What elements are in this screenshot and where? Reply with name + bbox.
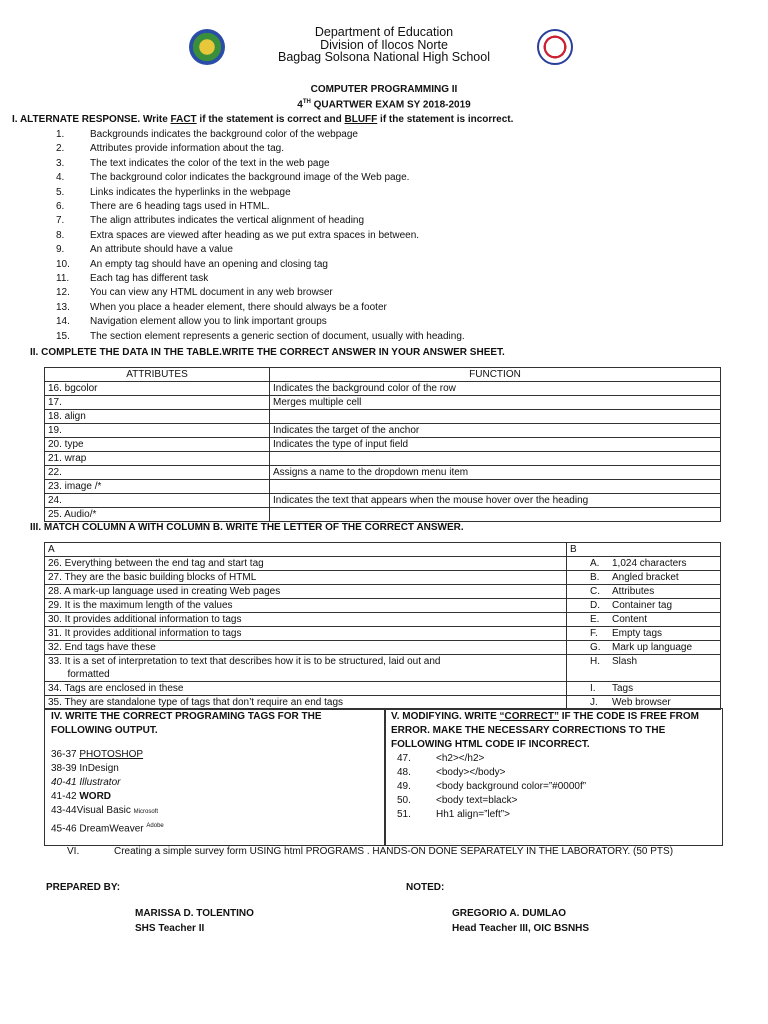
part4-item-38: 38-39 InDesign — [51, 763, 119, 774]
function-cell — [270, 410, 721, 424]
part3-heading: III. MATCH COLUMN A WITH COLUMN B. WRITE THE LETTER OF THE CORRECT ANSWER. — [30, 522, 464, 533]
part5-item — [391, 766, 699, 780]
part5-item-code: <body background color=”#0000f” — [436, 781, 587, 792]
function-cell — [270, 480, 721, 494]
attribute-cell: 17. — [45, 396, 270, 410]
part1-item — [56, 315, 716, 329]
division-name: Division of Ilocos Norte — [320, 37, 448, 52]
attribute-cell: 18. align — [45, 410, 270, 424]
column-a-cell — [45, 585, 567, 599]
attributes-table-row — [45, 438, 721, 452]
noted-name: GREGORIO A. DUMLAO — [452, 908, 567, 919]
attribute-cell: 22. — [45, 466, 270, 480]
column-b-letter: I. — [590, 683, 596, 694]
column-b-letter: J. — [590, 697, 598, 708]
function-cell: Indicates the text that appears when the mouse hover over the heading — [270, 494, 721, 508]
part4-item-43-sub: Microsoft — [133, 809, 158, 815]
part5-item — [391, 808, 699, 822]
part1-item — [56, 186, 716, 200]
column-a-text: 29. It is the maximum length of the values — [48, 600, 233, 611]
part5-correct-word: “CORRECT” — [499, 711, 559, 722]
column-b-cell — [567, 641, 721, 655]
noted-label: NOTED: — [406, 882, 445, 893]
part1-item-number: 9. — [56, 244, 65, 256]
part1-item-number: 5. — [56, 186, 65, 198]
column-a-text: 31. It provides additional information to tags — [48, 628, 242, 639]
column-a-cell — [45, 655, 567, 682]
attribute-cell: 24. — [45, 494, 270, 508]
function-cell — [270, 452, 721, 466]
part1-item-text: Attributes provide information about the tag. — [90, 143, 285, 155]
part1-item — [56, 243, 716, 257]
part5-item-code: <body text=black> — [436, 795, 518, 806]
part1-item-text: The background color indicates the background image of the Web page. — [90, 172, 410, 184]
part6-text: Creating a simple survey form USING html PROGRAMS . HANDS-ON DONE SEPARATELY IN THE LABORATORY. (50 PTS) — [114, 846, 674, 857]
part1-item-number: 12. — [56, 287, 70, 299]
part1-item-text: When you place a header element, there should always be a footer — [90, 301, 387, 313]
part1-item-text: Navigation element allow you to link important groups — [90, 316, 327, 328]
part1-fact: FACT — [170, 114, 197, 125]
part1-item-text: The align attributes indicates the vertical alignment of heading — [90, 215, 365, 227]
part1-item — [56, 272, 716, 286]
part1-heading-c: if the statement is incorrect. — [377, 114, 514, 125]
part1-item-number: 13. — [56, 301, 70, 313]
part4-item-41 — [51, 790, 322, 804]
quarter-label: QUARTWER EXAM SY 2018-2019 — [310, 99, 471, 111]
part1-item — [56, 330, 716, 344]
column-a-cell — [45, 557, 567, 571]
part5-heading-1c: IF THE CODE IS FREE FROM — [558, 711, 699, 722]
part1-item — [56, 286, 716, 300]
part1-item-text: An attribute should have a value — [90, 244, 233, 256]
part5-item — [391, 794, 699, 808]
column-b-letter: D. — [590, 600, 600, 611]
column-b-cell — [567, 599, 721, 613]
function-cell: Merges multiple cell — [270, 396, 721, 410]
school-name: Bagbag Solsona National High School — [278, 50, 490, 64]
matching-table-row — [45, 682, 721, 696]
column-a-cell — [45, 571, 567, 585]
part5-item-number: 51. — [397, 809, 411, 820]
part4-item-43 — [51, 804, 322, 819]
column-b-text: Empty tags — [612, 628, 663, 639]
quarter-number: 4 — [297, 99, 303, 111]
attributes-table-row — [45, 424, 721, 438]
part4-item-36 — [51, 748, 322, 762]
column-a-text: 32. End tags have these — [48, 642, 156, 653]
part5-item — [391, 752, 699, 766]
column-b-letter: G. — [590, 642, 601, 653]
attributes-table-row — [45, 396, 721, 410]
attribute-cell: 16. bgcolor — [45, 382, 270, 396]
function-cell: Indicates the target of the anchor — [270, 424, 721, 438]
column-b-text: Angled bracket — [612, 572, 679, 583]
column-b-text: Container tag — [612, 600, 673, 611]
function-header: FUNCTION — [270, 368, 721, 382]
attributes-table-row — [45, 452, 721, 466]
part1-item-number: 1. — [56, 129, 65, 140]
column-b-letter: H. — [590, 656, 600, 667]
attributes-table-row — [45, 508, 721, 522]
part1-item — [56, 258, 716, 272]
part1-item-number: 14. — [56, 316, 70, 328]
column-b-text: Slash — [612, 656, 638, 667]
prepared-title: SHS Teacher II — [135, 923, 205, 934]
column-b-letter: A. — [590, 558, 600, 569]
part5-item-number: 50. — [397, 795, 411, 806]
attributes-table-row — [45, 494, 721, 508]
attribute-cell: 19. — [45, 424, 270, 438]
part5-item — [391, 780, 699, 794]
part1-heading — [12, 114, 513, 125]
part5-item-number: 49. — [397, 781, 411, 792]
column-b-cell — [567, 613, 721, 627]
column-a-cell — [45, 613, 567, 627]
column-b-text: Tags — [612, 683, 634, 694]
part1-item-number: 10. — [56, 258, 70, 270]
column-b-cell — [567, 655, 721, 682]
column-b-letter: B. — [590, 572, 600, 583]
column-a-text: 28. A mark-up language used in creating Web pages — [48, 586, 281, 597]
part4-heading-1: IV. WRITE THE CORRECT PROGRAMING TAGS FOR THE — [51, 711, 322, 722]
column-b-text: Attributes — [612, 586, 655, 597]
part6-number: VI. — [67, 846, 80, 857]
column-a-text: 26. Everything between the end tag and start tag — [48, 558, 264, 569]
matching-table-row — [45, 557, 721, 571]
part1-item-text: Each tag has different task — [90, 273, 209, 284]
column-a-cell — [45, 627, 567, 641]
matching-table-row — [45, 599, 721, 613]
attributes-table — [44, 367, 721, 522]
part1-item-number: 6. — [56, 201, 65, 212]
department-name: Department of Education — [314, 25, 454, 39]
part4-item-45-text: 45-46 DreamWeaver — [51, 823, 147, 835]
part4-item-45 — [51, 819, 322, 836]
part1-item-number: 15. — [56, 330, 70, 342]
noted-title: Head Teacher III, OIC BSNHS — [452, 923, 590, 934]
attributes-table-row — [45, 410, 721, 424]
attributes-table-row — [45, 382, 721, 396]
column-b-header: B — [567, 543, 721, 557]
column-b-cell — [567, 682, 721, 696]
prepared-name: MARISSA D. TOLENTINO — [135, 908, 254, 919]
part2-heading: II. COMPLETE THE DATA IN THE TABLE.WRITE THE CORRECT ANSWER IN YOUR ANSWER SHEET. — [30, 347, 505, 358]
part1-item — [56, 214, 716, 228]
exam-subtitle — [0, 99, 768, 110]
part1-item-number: 3. — [56, 157, 65, 169]
prepared-by-label: PREPARED BY: — [46, 882, 121, 893]
part4-item-41-text: WORD — [79, 791, 112, 802]
matching-table — [44, 542, 721, 710]
column-b-cell — [567, 585, 721, 599]
attributes-header: ATTRIBUTES — [45, 368, 270, 382]
function-cell — [270, 508, 721, 522]
part5-heading-1 — [391, 710, 699, 724]
part5-heading-3: FOLLOWING HTML CODE IF INCORRECT. — [391, 739, 590, 750]
column-b-letter: F. — [590, 628, 598, 639]
column-a-cell — [45, 641, 567, 655]
column-b-cell — [567, 571, 721, 585]
part1-item-text: There are 6 heading tags used in HTML. — [90, 201, 270, 212]
function-cell: Indicates the background color of the row — [270, 382, 721, 396]
part1-item-number: 2. — [56, 143, 65, 155]
letterhead — [0, 26, 768, 64]
column-a-text-cont: formatted — [48, 669, 110, 680]
column-a-header: A — [45, 543, 567, 557]
part5-item-number: 47. — [397, 753, 411, 764]
part1-item-text: Links indicates the hyperlinks in the webpage — [90, 186, 291, 198]
part1-item — [56, 200, 716, 214]
part1-item — [56, 301, 716, 315]
exam-title: COMPUTER PROGRAMMING II — [310, 84, 458, 95]
column-b-letter: C. — [590, 586, 600, 597]
part1-item-number: 7. — [56, 215, 65, 227]
attribute-cell: 21. wrap — [45, 452, 270, 466]
part4-heading-2: FOLLOWING OUTPUT. — [51, 725, 158, 736]
part5-content — [391, 710, 699, 822]
part4-item-41-num: 41-42 — [51, 791, 80, 802]
matching-table-row — [45, 613, 721, 627]
part1-item — [56, 142, 716, 156]
part5-heading-1a: V. MODIFYING. WRITE — [391, 711, 500, 722]
part5-item-code: <body></body> — [436, 767, 506, 778]
part1-item-text: Backgrounds indicates the background color of the webpage — [90, 129, 358, 140]
column-b-text: 1,024 characters — [612, 558, 687, 569]
part4-item-45-sup: Adobe — [146, 823, 164, 829]
column-a-text: 30. It provides additional information to tags — [48, 614, 242, 625]
column-a-cell — [45, 682, 567, 696]
column-b-cell — [567, 557, 721, 571]
part5-heading-2: ERROR. MAKE THE NECESSARY CORRECTIONS TO THE — [391, 725, 666, 736]
part5-item-number: 48. — [397, 767, 411, 778]
column-b-letter: E. — [590, 614, 600, 625]
attributes-table-row — [45, 480, 721, 494]
function-cell: Assigns a name to the dropdown menu item — [270, 466, 721, 480]
column-a-text: 33. It is a set of interpretation to text that describes how it is to be structured, laid out and — [48, 656, 441, 667]
part1-item-number: 11. — [56, 273, 70, 284]
part1-item — [56, 229, 716, 243]
function-cell: Indicates the type of input field — [270, 438, 721, 452]
part5-list — [391, 752, 699, 822]
matching-table-row — [45, 585, 721, 599]
part1-item-number: 4. — [56, 172, 65, 184]
matching-table-row — [45, 641, 721, 655]
part1-item-text: An empty tag should have an opening and closing tag — [90, 258, 328, 270]
part4-content — [51, 710, 322, 836]
part4-item-36-text: PHOTOSHOP — [79, 749, 144, 760]
part1-bluff: BLUFF — [344, 114, 378, 125]
part1-item-number: 8. — [56, 229, 65, 241]
quarter-suffix: TH — [302, 99, 311, 105]
attribute-cell: 20. type — [45, 438, 270, 452]
column-b-text: Web browser — [612, 697, 671, 708]
part1-item-text: The text indicates the color of the text in the web page — [90, 157, 330, 169]
part1-heading-a: I. ALTERNATE RESPONSE. Write — [12, 114, 171, 125]
part5-item-code: <h2></h2> — [436, 753, 485, 764]
part1-item-text: The section element represents a generic section of document, usually with heading. — [90, 330, 465, 342]
attributes-table-row — [45, 466, 721, 480]
part1-item-text: Extra spaces are viewed after heading as we put extra spaces in between. — [90, 229, 420, 241]
part1-item — [56, 171, 716, 185]
column-a-text: 27. They are the basic building blocks of HTML — [48, 572, 257, 583]
column-a-cell — [45, 599, 567, 613]
matching-table-row — [45, 655, 721, 682]
matching-table-row — [45, 571, 721, 585]
part1-heading-b: if the statement is correct and — [196, 114, 345, 125]
part4-item-43-text: 43-44Visual Basic — [51, 805, 134, 816]
matching-table-row — [45, 627, 721, 641]
column-b-cell — [567, 627, 721, 641]
part1-item — [56, 157, 716, 171]
part1-item — [56, 128, 716, 142]
column-b-text: Mark up language — [612, 642, 693, 653]
attribute-cell: 25. Audio/* — [45, 508, 270, 522]
column-b-text: Content — [612, 614, 648, 625]
part5-item-code: Hh1 align=”left”> — [436, 809, 510, 820]
part4-item-40: 40-41 Illustrator — [51, 777, 121, 788]
column-a-text: 35. They are standalone type of tags that don’t require an end tags — [48, 697, 344, 708]
part4-item-36-num: 36-37 — [51, 749, 80, 760]
attribute-cell: 23. image /* — [45, 480, 270, 494]
part1-item-text: You can view any HTML document in any web browser — [90, 287, 333, 299]
column-a-text: 34. Tags are enclosed in these — [48, 683, 184, 694]
